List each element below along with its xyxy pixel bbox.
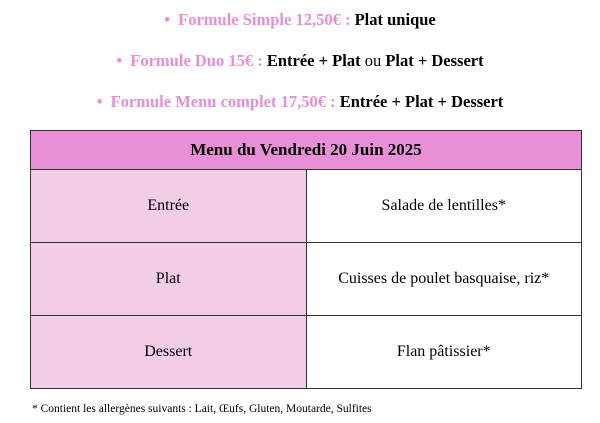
menu-table <box>30 130 582 389</box>
table-row <box>31 316 582 389</box>
bullet-icon: • <box>116 51 123 70</box>
formula-simple-name: Formule Simple 12,50€ : <box>178 10 351 29</box>
formula-complet <box>0 88 600 115</box>
formula-complet-content: Entrée + Plat + Dessert <box>339 92 504 111</box>
course-dish-dessert: Flan pâtissier* <box>306 316 582 389</box>
formula-duo <box>0 47 600 74</box>
menu-header-row <box>31 131 582 170</box>
table-row <box>31 170 582 243</box>
formula-duo-content-2: Plat + Dessert <box>385 51 484 70</box>
formulas-list <box>0 6 600 129</box>
course-label-entree: Entrée <box>31 170 307 243</box>
course-label-plat: Plat <box>31 243 307 316</box>
bullet-icon: • <box>96 92 103 111</box>
course-dish-plat: Cuisses de poulet basquaise, riz* <box>306 243 582 316</box>
allergens-footnote: * Contient les allergènes suivants : Lait, Œufs, Gluten, Moutarde, Sulfites <box>32 403 372 415</box>
formula-duo-name: Formule Duo 15€ : <box>130 51 263 70</box>
formula-duo-separator: ou <box>364 51 382 70</box>
menu-title: Menu du Vendredi 20 Juin 2025 <box>31 131 582 170</box>
course-dish-entree: Salade de lentilles* <box>306 170 582 243</box>
table-row <box>31 243 582 316</box>
formula-duo-content-1: Entrée + Plat <box>266 51 361 70</box>
bullet-icon: • <box>164 10 171 29</box>
course-label-dessert: Dessert <box>31 316 307 389</box>
formula-complet-name: Formule Menu complet 17,50€ : <box>110 92 336 111</box>
formula-simple <box>0 6 600 33</box>
formula-simple-content: Plat unique <box>354 10 436 29</box>
